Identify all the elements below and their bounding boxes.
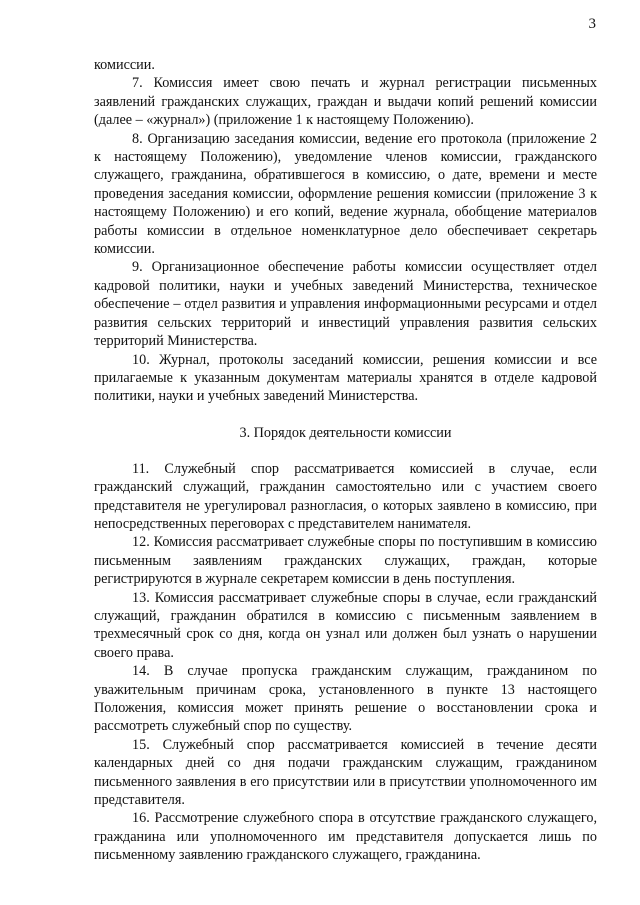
paragraph-16: 16. Рассмотрение служебного спора в отсутствие гражданского служащего, гражданина или уполномоченного им представителя допускается лишь по письменному заявлению гражданского служащего, гражданина. bbox=[94, 810, 597, 864]
document-body bbox=[94, 56, 597, 865]
paragraph-15: 15. Служебный спор рассматривается комиссией в течение десяти календарных дней со дня подачи гражданским служащим, гражданином письменного заявления в его присутствии или в присутствии уполномоченного им представителя. bbox=[94, 736, 597, 809]
paragraph-10: 10. Журнал, протоколы заседаний комиссии, решения комиссии и все прилагаемые к указанным документам материалы хранятся в отделе кадровой политики, науки и учебных заведений Министерства. bbox=[94, 351, 597, 405]
paragraph-12: 12. Комиссия рассматривает служебные споры по поступившим в комиссию письменным заявлениям гражданских служащих, граждан, которые регистрируются в журнале секретарем комиссии в день поступления. bbox=[94, 534, 597, 588]
paragraph-7: 7. Комиссия имеет свою печать и журнал регистрации письменных заявлений гражданских служащих, граждан и выдачи копий решений комиссии (далее – «журнал») (приложение 1 к настоящему Положению). bbox=[94, 75, 597, 129]
paragraph-11: 11. Служебный спор рассматривается комиссией в случае, если гражданский служащий, гражданин самостоятельно или с участием своего представителя не урегулировал разногласия, о которых заявлено в комиссию, при непосредственных переговорах с представителем нанимателя. bbox=[94, 460, 597, 532]
paragraph-9: 9. Организационное обеспечение работы комиссии осуществляет отдел кадровой политики, науки и учебных заведений Министерства, техническое обеспечение – отдел развития и управления информационными ресурсами и отдел развития сельских территорий и инвестиций управления развития сельских территорий Министерства. bbox=[94, 259, 597, 350]
page-number: 3 bbox=[588, 16, 596, 32]
paragraph-8: 8. Организацию заседания комиссии, ведение его протокола (приложение 2 к настоящему Положению), уведомление членов комиссии, гражданского служащего, гражданина, обратившегося в комиссию, о дате, времени и месте проведения заседания комиссии, оформление решения комиссии (приложение 3 к настоящему Положению) и его копий, ведение журнала, обобщение материалов работы комиссии в отдельное номенклатурное дело обеспечивает секретарь комиссии. bbox=[94, 130, 597, 258]
section-heading: 3. Порядок деятельности комиссии bbox=[239, 424, 452, 441]
paragraph-13: 13. Комиссия рассматривает служебные споры в случае, если гражданский служащий, гражданин обратился в комиссию с письменным заявлением в трехмесячный срок со дня, когда он узнал или должен был узнать о нарушении своего права. bbox=[94, 589, 597, 661]
paragraph-14: 14. В случае пропуска гражданским служащим, гражданином по уважительным причинам срока, установленного в пункте 13 настоящего Положения, комиссия может принять решение о восстановлении срока и рассмотреть служебный спор по существу. bbox=[94, 663, 597, 735]
paragraph-continuation: комиссии. bbox=[94, 57, 155, 73]
